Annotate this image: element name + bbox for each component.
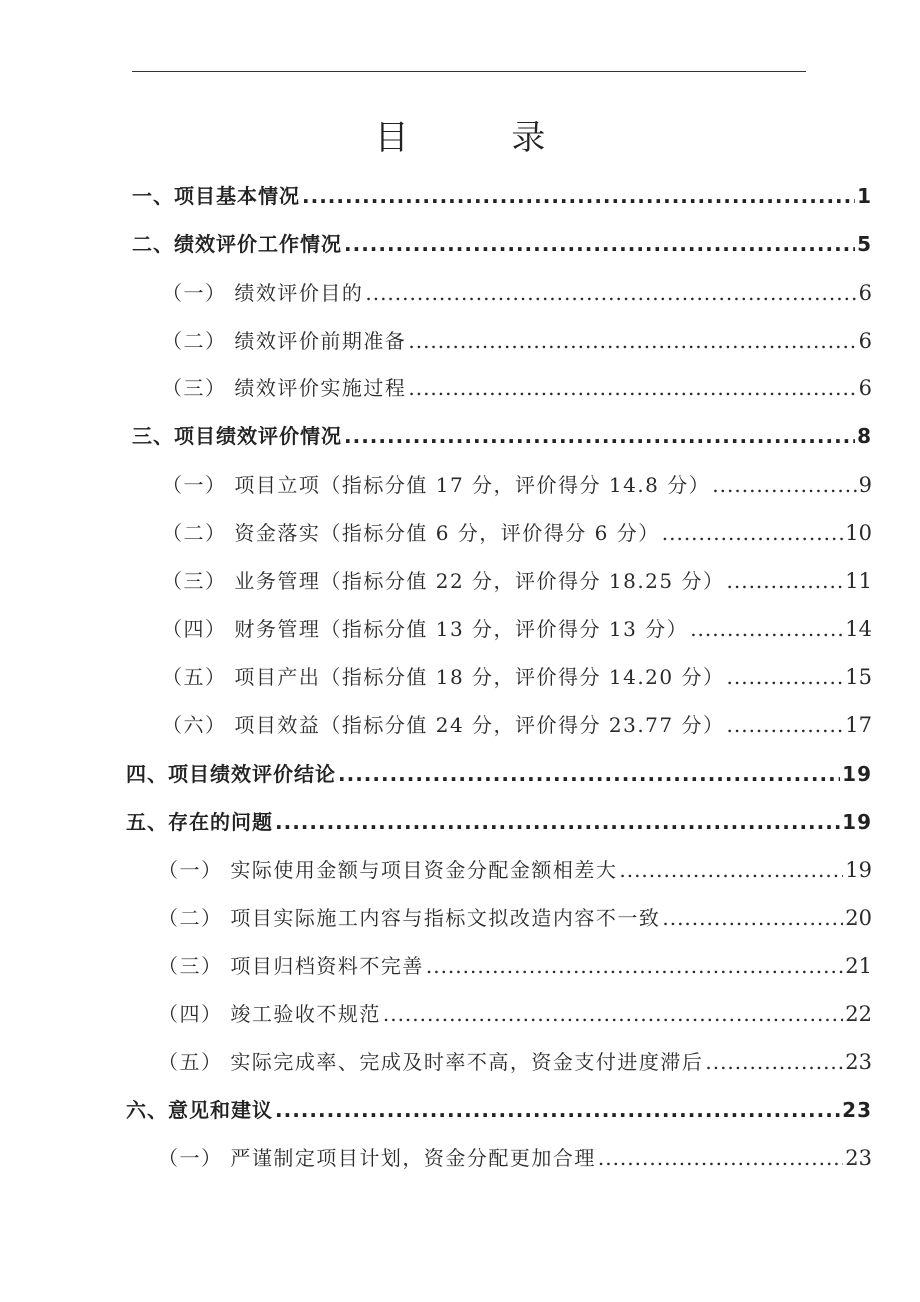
toc-entry-page: 21 bbox=[845, 954, 872, 978]
toc-entry-page: 6 bbox=[858, 376, 872, 400]
toc-entry-page: 19 bbox=[842, 810, 872, 834]
toc-entry-page: 23 bbox=[842, 1098, 872, 1122]
dot-leader bbox=[408, 329, 856, 353]
toc-entry-label: （三） 绩效评价实施过程 bbox=[162, 376, 407, 400]
toc-entry-page: 20 bbox=[845, 906, 872, 930]
dot-leader bbox=[662, 906, 843, 930]
toc-entry-label: 五、存在的问题 bbox=[126, 810, 273, 834]
dot-leader bbox=[662, 521, 844, 545]
toc-entry-subsection-3-5[interactable] bbox=[162, 661, 872, 695]
toc-entry-label: （二） 绩效评价前期准备 bbox=[162, 329, 407, 353]
toc-title: 目 录 bbox=[374, 118, 592, 158]
toc-entry-page: 6 bbox=[858, 329, 872, 353]
header-rule bbox=[132, 71, 806, 72]
dot-leader bbox=[712, 473, 856, 497]
toc-entry-page: 8 bbox=[857, 424, 872, 448]
toc-entry-page: 5 bbox=[857, 232, 872, 256]
toc-entry-page: 11 bbox=[845, 569, 872, 593]
toc-entry-label: （二） 项目实际施工内容与指标文拟改造内容不一致 bbox=[158, 906, 661, 930]
toc-entry-subsection-6-1[interactable] bbox=[158, 1142, 872, 1176]
toc-entry-subsection-3-1[interactable] bbox=[162, 469, 872, 503]
toc-entry-label: （五） 实际完成率、完成及时率不高，资金支付进度滞后 bbox=[158, 1050, 704, 1074]
toc-entry-section-6[interactable] bbox=[126, 1094, 872, 1128]
dot-leader bbox=[344, 424, 855, 448]
toc-entry-label: （一） 绩效评价目的 bbox=[162, 281, 364, 305]
toc-entry-page: 23 bbox=[845, 1146, 872, 1170]
toc-entry-page: 17 bbox=[845, 713, 872, 737]
dot-leader bbox=[598, 1146, 843, 1170]
toc-entry-subsection-5-2[interactable] bbox=[158, 902, 872, 936]
toc-entry-page: 14 bbox=[845, 617, 872, 641]
toc-entry-subsection-3-4[interactable] bbox=[162, 613, 872, 647]
toc-entry-section-5[interactable] bbox=[126, 806, 872, 840]
toc-entry-section-2[interactable] bbox=[132, 228, 872, 262]
toc-entry-page: 9 bbox=[858, 473, 872, 497]
toc-entry-label: （四） 财务管理（指标分值 13 分，评价得分 13 分） bbox=[162, 617, 689, 641]
dot-leader bbox=[302, 184, 855, 208]
dot-leader bbox=[275, 810, 840, 834]
toc-entry-label: 四、项目绩效评价结论 bbox=[126, 762, 336, 786]
dot-leader bbox=[727, 713, 844, 737]
toc-entry-label: 六、意见和建议 bbox=[126, 1098, 273, 1122]
toc-entry-label: （五） 项目产出（指标分值 18 分，评价得分 14.20 分） bbox=[162, 665, 725, 689]
toc-entry-page: 19 bbox=[842, 762, 872, 786]
toc-entry-label: （三） 业务管理（指标分值 22 分，评价得分 18.25 分） bbox=[162, 569, 725, 593]
toc-entry-section-4[interactable] bbox=[126, 758, 872, 792]
dot-leader bbox=[727, 665, 844, 689]
toc-entry-subsection-5-4[interactable] bbox=[158, 998, 872, 1032]
toc-entry-section-1[interactable] bbox=[132, 180, 872, 214]
toc-entry-label: （一） 实际使用金额与项目资金分配金额相差大 bbox=[158, 858, 618, 882]
dot-leader bbox=[365, 281, 856, 305]
toc-entry-subsection-3-2[interactable] bbox=[162, 517, 872, 551]
toc-entry-label: （一） 严谨制定项目计划，资金分配更加合理 bbox=[158, 1146, 596, 1170]
toc-entry-label: 二、绩效评价工作情况 bbox=[132, 232, 342, 256]
toc-entry-label: （一） 项目立项（指标分值 17 分，评价得分 14.8 分） bbox=[162, 473, 711, 497]
dot-leader bbox=[705, 1050, 843, 1074]
toc-entry-page: 22 bbox=[845, 1002, 872, 1026]
toc-entry-section-3[interactable] bbox=[132, 420, 872, 454]
toc-entry-subsection-5-5[interactable] bbox=[158, 1046, 872, 1080]
dot-leader bbox=[383, 1002, 843, 1026]
dot-leader bbox=[275, 1098, 840, 1122]
toc-entry-label: （二） 资金落实（指标分值 6 分，评价得分 6 分） bbox=[162, 521, 660, 545]
dot-leader bbox=[408, 376, 856, 400]
toc-entry-label: 一、项目基本情况 bbox=[132, 184, 300, 208]
toc-entry-label: （三） 项目归档资料不完善 bbox=[158, 954, 424, 978]
toc-entry-page: 6 bbox=[858, 281, 872, 305]
toc-entry-label: 三、项目绩效评价情况 bbox=[132, 424, 342, 448]
toc-entry-subsection-3-3[interactable] bbox=[162, 565, 872, 599]
toc-entry-page: 19 bbox=[845, 858, 872, 882]
dot-leader bbox=[344, 232, 855, 256]
dot-leader bbox=[690, 617, 843, 641]
toc-entry-label: （四） 竣工验收不规范 bbox=[158, 1002, 381, 1026]
dot-leader bbox=[727, 569, 844, 593]
dot-leader bbox=[619, 858, 843, 882]
toc-entry-subsection-5-3[interactable] bbox=[158, 950, 872, 984]
dot-leader bbox=[338, 762, 840, 786]
toc-entry-page: 23 bbox=[845, 1050, 872, 1074]
toc-entry-label: （六） 项目效益（指标分值 24 分，评价得分 23.77 分） bbox=[162, 713, 725, 737]
dot-leader bbox=[426, 954, 843, 978]
toc-entry-page: 15 bbox=[845, 665, 872, 689]
toc-entry-page: 10 bbox=[845, 521, 872, 545]
toc-entry-subsection-3-6[interactable] bbox=[162, 709, 872, 743]
toc-entry-page: 1 bbox=[857, 184, 872, 208]
toc-entry-subsection-5-1[interactable] bbox=[158, 854, 872, 888]
toc-entry-subsection-2-3[interactable] bbox=[162, 372, 872, 406]
toc-entry-subsection-2-1[interactable] bbox=[162, 277, 872, 311]
toc-entry-subsection-2-2[interactable] bbox=[162, 325, 872, 359]
